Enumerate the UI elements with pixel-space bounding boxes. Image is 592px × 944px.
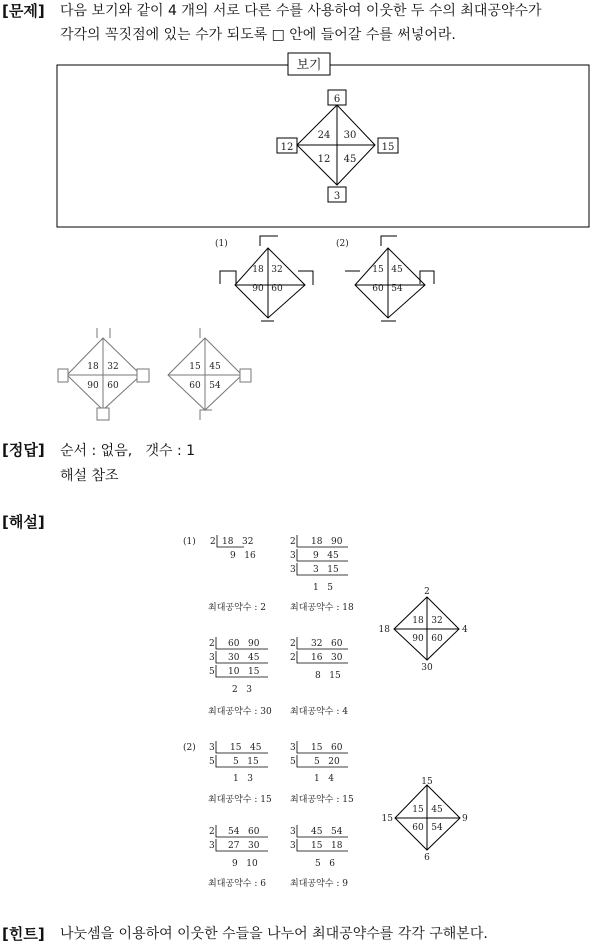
figure-label: 3	[209, 841, 215, 851]
figure-label: 60	[412, 823, 424, 833]
figure-label: 18	[412, 616, 424, 626]
question1-number: (1)	[215, 239, 228, 249]
question1-copy-cell: 32	[107, 362, 119, 372]
figure-label: 32	[431, 616, 443, 626]
figure-label: 5 20	[314, 757, 340, 767]
figure-label: 1 5	[313, 583, 334, 593]
question2-copy-cell: 45	[209, 362, 221, 372]
question2-copy-cell: 60	[189, 381, 201, 391]
figure-label: 15	[421, 777, 433, 787]
question1-copy-cell: 18	[87, 362, 99, 372]
figure-label: 15	[412, 805, 424, 815]
solution1-diamond	[379, 587, 468, 673]
figure-label: 16 30	[311, 653, 343, 663]
division-a	[208, 535, 266, 613]
figure-label: 최대공약수 : 6	[208, 879, 266, 889]
figure-label: 45	[431, 805, 443, 815]
explanation-label: [해설]	[2, 513, 45, 531]
example-title: 보기	[296, 58, 322, 73]
figure-label: 5	[209, 667, 215, 677]
figure-label: 최대공약수 : 4	[290, 707, 348, 717]
figure-label: 60 90	[228, 639, 260, 649]
figure-label: 5 6	[315, 859, 336, 869]
figure-label: 54 60	[228, 827, 260, 837]
example-top: 6	[333, 94, 341, 105]
figure-label: 2 3	[232, 685, 253, 695]
question1-copy-cell: 90	[87, 381, 99, 391]
figure-label: 15	[381, 814, 393, 824]
question2-copy-cell: 15	[189, 362, 201, 372]
question2-cell: 54	[391, 284, 403, 294]
figure-label: 9 16	[230, 551, 256, 561]
figure-label: 32 60	[311, 639, 343, 649]
figure-label: 5	[209, 757, 215, 767]
question1-cell: 32	[271, 265, 283, 275]
figure-label: 30 45	[228, 653, 260, 663]
figure-label: 2	[209, 827, 215, 837]
solution2-diamond	[382, 777, 468, 863]
figure-label: 2	[290, 653, 296, 663]
division-h	[290, 825, 348, 889]
answer-text-line1: 순서 : 없음, 갯수 : 1	[60, 443, 196, 459]
figure-label: 최대공약수 : 18	[290, 603, 354, 613]
division-d	[290, 637, 348, 717]
figure-label: 최대공약수 : 15	[208, 795, 272, 805]
figure-label: 3	[290, 841, 296, 851]
figure-label: 최대공약수 : 9	[290, 879, 348, 889]
figure-label: 2	[290, 537, 296, 547]
example-left: 12	[280, 142, 294, 153]
figure-label: 3	[209, 743, 215, 753]
answer-text-line2: 해설 참조	[60, 468, 119, 484]
figure-label: 8 15	[315, 671, 341, 681]
figure-label: 4	[462, 625, 468, 635]
figure-label: 54	[431, 823, 443, 833]
question1-copy-cell: 60	[107, 381, 119, 391]
figure-label: 6	[424, 853, 430, 863]
question1-diamond	[215, 236, 313, 321]
figure-label: 2	[209, 639, 215, 649]
figure-label: 2	[424, 587, 430, 597]
division-e	[208, 741, 272, 805]
figure-label: 3 15	[313, 565, 339, 575]
figure-label: 18 32	[222, 537, 254, 547]
figure-label: 9 45	[313, 551, 339, 561]
figure-label: 10 15	[228, 667, 260, 677]
figure-label: 3	[209, 653, 215, 663]
problem-text-line1: 다음 보기와 같이 4 개의 서로 다른 수를 사용하여 이웃한 두 수의 최대공약수가	[60, 3, 542, 19]
figure-label: 5 15	[233, 757, 259, 767]
hint-text: 나눗셈을 이용하여 이웃한 수들을 나누어 최대공약수를 각각 구해본다.	[60, 926, 488, 942]
division-c	[208, 637, 272, 717]
figure-label: 27 30	[228, 841, 260, 851]
problem-label: [문제]	[2, 2, 45, 20]
question2-cell: 60	[372, 284, 384, 294]
figure-label: 9	[462, 814, 468, 824]
figure-label: 15 18	[311, 841, 343, 851]
figure-label: 3	[290, 827, 296, 837]
explanation-part1-number: (1)	[183, 537, 196, 547]
figure-label: 1 4	[314, 774, 335, 784]
answer-label: [정답]	[2, 441, 45, 459]
figure-label: 15 60	[311, 743, 343, 753]
question2-cell: 15	[372, 265, 384, 275]
figure-label: 5	[290, 757, 296, 767]
figure-label: 최대공약수 : 30	[208, 707, 272, 717]
question2-number: (2)	[336, 239, 349, 249]
figure-label: 9 10	[232, 859, 258, 869]
division-f	[290, 741, 354, 805]
figure-label: 30	[421, 663, 433, 673]
figure-label: 2	[290, 639, 296, 649]
figure-label: 최대공약수 : 15	[290, 795, 354, 805]
question2-diamond-copy	[168, 328, 251, 420]
figure-label: 최대공약수 : 2	[208, 603, 266, 613]
question2-cell: 45	[391, 265, 403, 275]
figure-label: 1 3	[233, 774, 254, 784]
example-bottom: 3	[333, 191, 341, 202]
division-b	[290, 535, 354, 613]
question2-copy-cell: 54	[209, 381, 221, 391]
example-cell: 12	[317, 154, 331, 165]
question1-cell: 90	[252, 284, 264, 294]
problem-text-line2: 각각의 꼭짓점에 있는 수가 되도록 □ 안에 들어갈 수를 써넣어라.	[60, 27, 456, 43]
figure-label: 18	[378, 625, 390, 635]
figure-label: 90	[412, 634, 424, 644]
example-cell: 24	[317, 130, 331, 141]
figure-label: 15 45	[230, 743, 262, 753]
figure-label: 3	[290, 551, 296, 561]
question2-diamond	[336, 236, 434, 321]
figure-label: 18 90	[311, 537, 343, 547]
example-right: 15	[381, 142, 395, 153]
example-diamond	[277, 90, 398, 202]
figure-label: 3	[290, 743, 296, 753]
example-cell: 30	[343, 130, 357, 141]
figure-label: 2	[210, 537, 216, 547]
example-cell: 45	[343, 154, 357, 165]
division-g	[208, 825, 268, 889]
explanation-part2-number: (2)	[183, 743, 196, 753]
hint-label: [힌트]	[2, 925, 45, 943]
figure-label: 45 54	[311, 827, 343, 837]
question1-cell: 60	[271, 284, 283, 294]
question1-diamond-copy	[58, 328, 149, 420]
figure-label: 3	[290, 565, 296, 575]
question1-cell: 18	[252, 265, 264, 275]
figure-label: 60	[431, 634, 443, 644]
